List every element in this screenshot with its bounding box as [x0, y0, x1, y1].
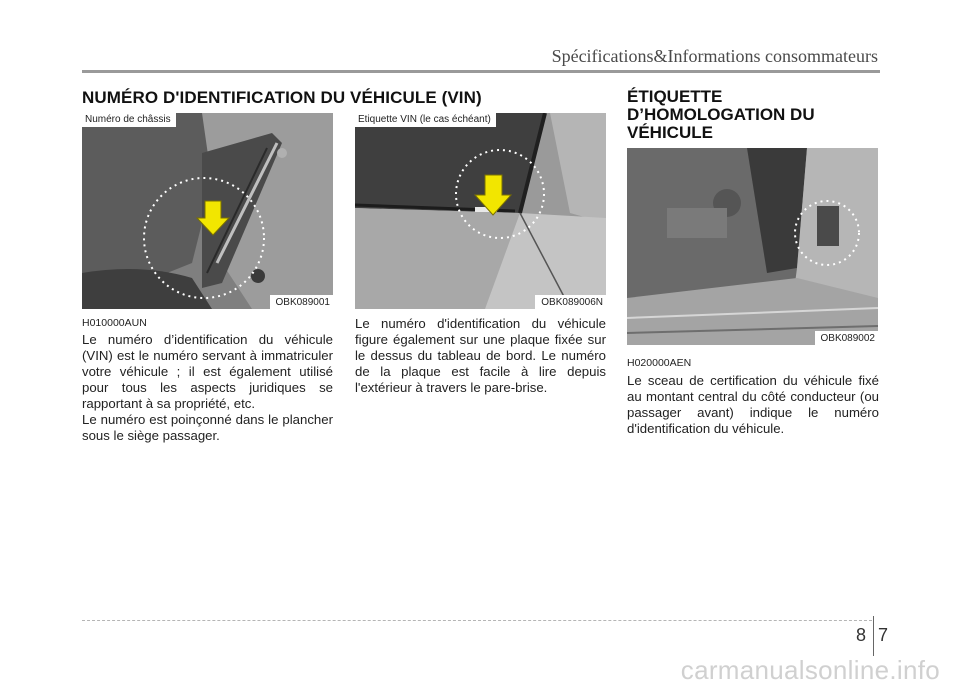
- vin-label-text-block: [355, 316, 606, 396]
- vin-paragraph-2: Le numéro est poinçonné dans le plancher sous le siège passager.: [82, 412, 333, 443]
- footer-dashed-rule: [82, 620, 872, 621]
- vin-reference-code: H010000AUN: [82, 317, 147, 329]
- certification-label-photo: [627, 148, 878, 345]
- chassis-figure-code: OBK089001: [270, 295, 334, 309]
- chassis-illustration: [82, 113, 333, 309]
- chapter-number: 8: [855, 625, 866, 645]
- label-section-title: [627, 88, 879, 142]
- page-number-separator: [873, 616, 874, 656]
- label-title-line3: VÉHICULE: [627, 123, 713, 142]
- vin-section-title: NUMÉRO D'IDENTIFICATION DU VÉHICULE (VIN): [82, 88, 482, 107]
- label-paragraph: Le sceau de certification du véhicule fixé au montant central du côté conducteur (ou passager avant) indique le numéro d'identification du véhicule.: [627, 373, 879, 436]
- chassis-number-photo: [82, 113, 333, 309]
- chassis-figure-label: Numéro de châssis: [82, 113, 176, 127]
- vin-figure-label: Etiquette VIN (le cas échéant): [355, 113, 496, 127]
- windshield-illustration: [355, 113, 606, 309]
- running-header: Spécifications&Informations consommateurs: [551, 46, 878, 66]
- label-title-line2: D’HOMOLOGATION DU: [627, 105, 815, 124]
- header-rule: [82, 70, 880, 73]
- vin-text-block: [82, 332, 333, 444]
- vin-paragraph-1: Le numéro d’identification du véhicule (VIN) est le numéro servant à immatriculer votre véhicule ; il est également utilisé pour tous les aspects juridiques se rapportant à sa propriété, etc.: [82, 332, 333, 411]
- vin-label-photo: [355, 113, 606, 309]
- label-title-line1: ÉTIQUETTE: [627, 87, 723, 106]
- label-text-block: [627, 373, 879, 437]
- label-reference-code: H020000AEN: [627, 357, 692, 369]
- vin-paragraph-3: Le numéro d'identification du véhicule figure également sur une plaque fixée sur le dessus du tableau de bord. Le numéro de la plaque est facile à lire depuis l'extérieur à travers le pare-brise.: [355, 316, 606, 395]
- page-number: 7: [877, 625, 888, 645]
- site-watermark: carmanualsonline.info: [680, 655, 940, 685]
- vin-figure-code: OBK089006N: [535, 295, 606, 309]
- certification-figure-code: OBK089002: [815, 331, 879, 345]
- door-pillar-illustration: [627, 148, 878, 345]
